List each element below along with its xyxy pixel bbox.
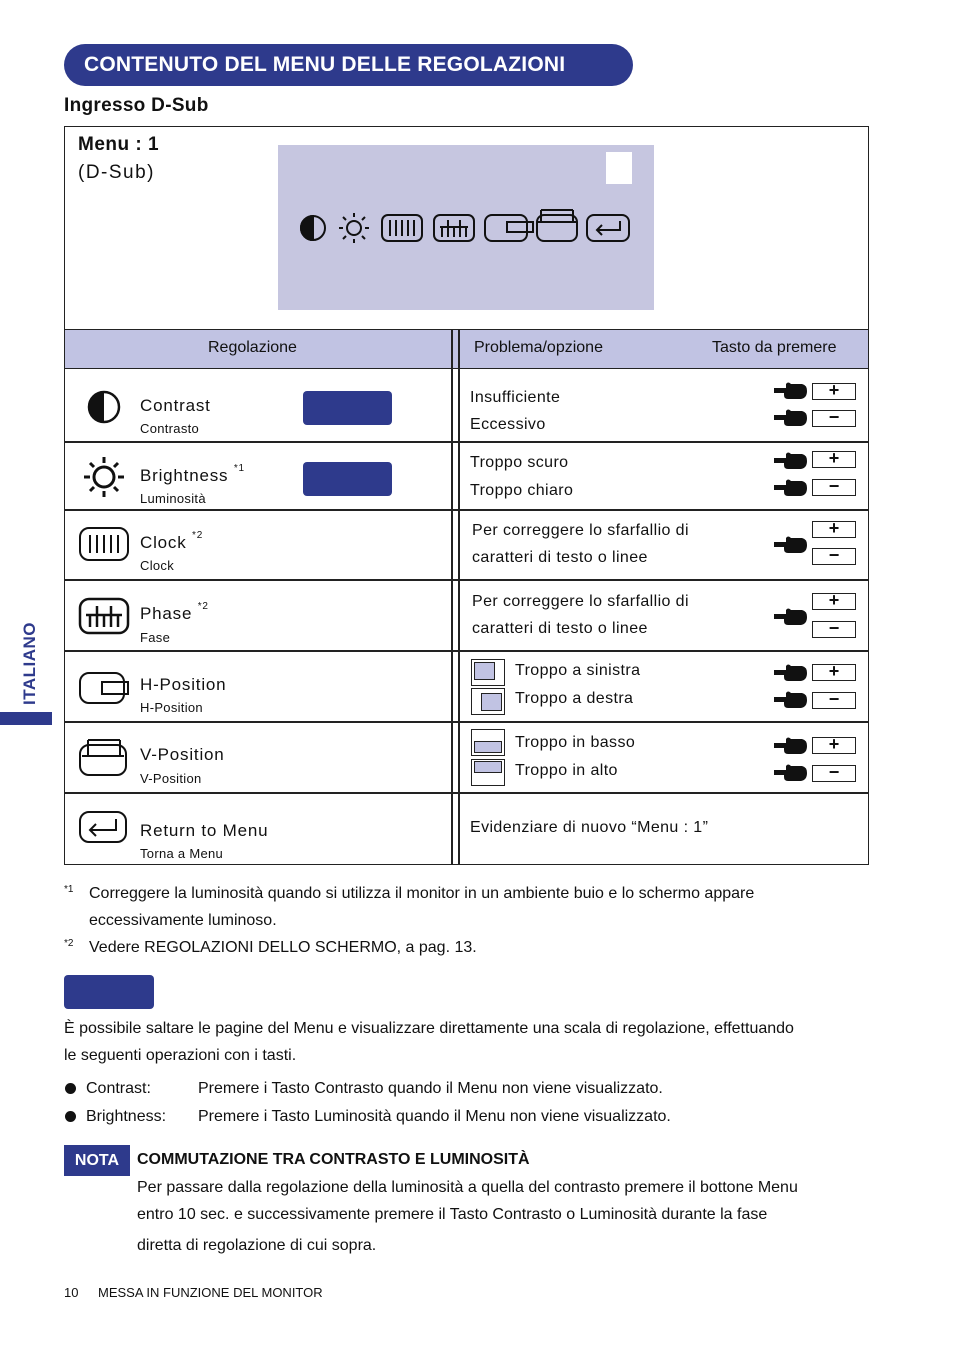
option-text: caratteri di testo o linee (472, 620, 648, 637)
row-name: Phase $^{*2}$ (140, 601, 209, 623)
screen-right-swatch (471, 688, 505, 715)
option-text: Troppo in basso (515, 734, 636, 751)
phase-icon (78, 597, 130, 635)
minus-key-icon: − (812, 621, 856, 638)
header-key: Tasto da premere (712, 339, 837, 356)
pointing-hand-icon (772, 662, 808, 684)
contrast-icon (301, 216, 325, 240)
screen-left-swatch (471, 659, 505, 686)
option-text: Troppo chiaro (470, 482, 574, 499)
footnote-text: Vedere REGOLAZIONI DELLO SCHERMO, a pag. 13. (89, 939, 477, 956)
language-tab-label: ITALIANO (20, 621, 39, 705)
menu-source: (D-Sub) (78, 162, 156, 183)
footnote-text: eccessivamente luminoso. (89, 912, 277, 929)
h-position-icon (78, 670, 130, 706)
screen-high-swatch (471, 759, 505, 786)
pointing-hand-icon (772, 380, 808, 402)
option-text: Per correggere lo sfarfallio di (472, 593, 689, 610)
pointing-hand-icon (772, 450, 808, 472)
clock-icon (382, 215, 422, 241)
row-subname: Clock (140, 558, 175, 573)
option-text: Evidenziare di nuovo “Menu : 1” (470, 819, 709, 836)
row-subname: Luminosità (140, 491, 206, 506)
row-divider (65, 721, 868, 723)
minus-key-icon: − (812, 479, 856, 496)
option-text: Troppo in alto (515, 762, 618, 779)
row-subname: Fase (140, 630, 171, 645)
minus-key-icon: − (812, 548, 856, 565)
nota-heading: COMMUTAZIONE TRA CONTRASTO E LUMINOSITÀ (137, 1151, 530, 1168)
row-divider (65, 441, 868, 443)
contrast-icon (86, 389, 122, 425)
language-tab-marker (0, 712, 52, 725)
pointing-hand-icon (772, 735, 808, 757)
screen-low-swatch (471, 729, 505, 756)
plus-key-icon: + (812, 593, 856, 610)
column-divider (451, 329, 453, 864)
row-name: Return to Menu (140, 821, 269, 840)
option-text: Troppo a destra (515, 690, 634, 707)
header-adjustment: Regolazione (208, 339, 297, 356)
return-icon (587, 215, 629, 241)
direct-paragraph: È possibile saltare le pagine del Menu e visualizzare direttamente una scala di regolazione, effettuando (64, 1020, 794, 1037)
header-problem: Problema/opzione (474, 339, 603, 356)
row-divider (65, 650, 868, 652)
brightness-key-button (303, 462, 392, 496)
pointing-hand-icon (772, 762, 808, 784)
row-name: Clock $^{*2}$ (140, 530, 204, 552)
pointing-hand-icon (772, 477, 808, 499)
pointing-hand-icon (772, 534, 808, 556)
minus-key-icon: − (812, 765, 856, 782)
section-subtitle: Ingresso D-Sub (64, 95, 209, 116)
plus-key-icon: + (812, 521, 856, 538)
clock-icon (78, 526, 130, 562)
nota-text: Per passare dalla regolazione della luminosità a quella del contrasto premere il bottone Menu (137, 1179, 798, 1196)
brightness-icon (339, 213, 369, 243)
page-title: CONTENUTO DEL MENU DELLE REGOLAZIONI (64, 44, 633, 86)
h-position-icon (485, 215, 533, 241)
row-divider (65, 579, 868, 581)
plus-key-icon: + (812, 737, 856, 754)
menu-label: Menu : 1 (78, 134, 160, 155)
v-position-icon (78, 738, 130, 778)
brightness-icon (82, 455, 126, 499)
footnote-text: Correggere la luminosità quando si utilizza il monitor in un ambiente buio e lo schermo appare (89, 885, 755, 902)
plus-key-icon: + (812, 383, 856, 400)
row-name: Contrast (140, 396, 211, 415)
row-name: V-Position (140, 745, 225, 764)
row-subname: Torna a Menu (140, 846, 224, 861)
osd-cursor (606, 152, 632, 184)
minus-key-icon: − (812, 692, 856, 709)
phase-icon (434, 215, 474, 241)
pointing-hand-icon (772, 606, 808, 628)
option-text: Eccessivo (470, 416, 546, 433)
return-icon (78, 810, 130, 846)
option-text: Troppo a sinistra (515, 662, 641, 679)
footnote-mark: *2 (64, 938, 74, 949)
row-subname: V-Position (140, 771, 202, 786)
option-text: Troppo scuro (470, 454, 569, 471)
pointing-hand-icon (772, 689, 808, 711)
minus-key-icon: − (812, 410, 856, 427)
row-divider (65, 792, 868, 794)
bullet-text: Premere i Tasto Luminosità quando il Menu non viene visualizzato. (198, 1108, 671, 1125)
pointing-hand-icon (772, 407, 808, 429)
page-number: 10 (64, 1285, 79, 1300)
plus-key-icon: + (812, 664, 856, 681)
v-position-icon (537, 210, 577, 241)
option-text: Insufficiente (470, 389, 561, 406)
direct-paragraph: le seguenti operazioni con i tasti. (64, 1047, 297, 1064)
row-divider (65, 509, 868, 511)
row-subname: H-Position (140, 700, 203, 715)
plus-key-icon: + (812, 451, 856, 468)
bullet-text: Premere i Tasto Contrasto quando il Menu non viene visualizzato. (198, 1080, 663, 1097)
bullet-icon (65, 1111, 76, 1122)
row-name: Brightness $^{*1}$ (140, 463, 245, 485)
footnote-mark: *1 (64, 884, 74, 895)
bullet-label: Contrast: (86, 1080, 151, 1097)
nota-text: diretta di regolazione di cui sopra. (137, 1237, 377, 1254)
row-subname: Contrasto (140, 421, 200, 436)
direct-section-badge (64, 975, 154, 1009)
nota-badge: NOTA (64, 1145, 130, 1176)
bullet-label: Brightness: (86, 1108, 167, 1125)
column-divider (458, 329, 460, 864)
option-text: caratteri di testo o linee (472, 549, 648, 566)
row-name: H-Position (140, 675, 227, 694)
osd-icon-strip (296, 208, 636, 248)
footer-section: MESSA IN FUNZIONE DEL MONITOR (98, 1285, 323, 1300)
contrast-key-button (303, 391, 392, 425)
option-text: Per correggere lo sfarfallio di (472, 522, 689, 539)
bullet-icon (65, 1083, 76, 1094)
nota-text: entro 10 sec. e successivamente premere il Tasto Contrasto o Luminosità durante la fase (137, 1206, 768, 1223)
